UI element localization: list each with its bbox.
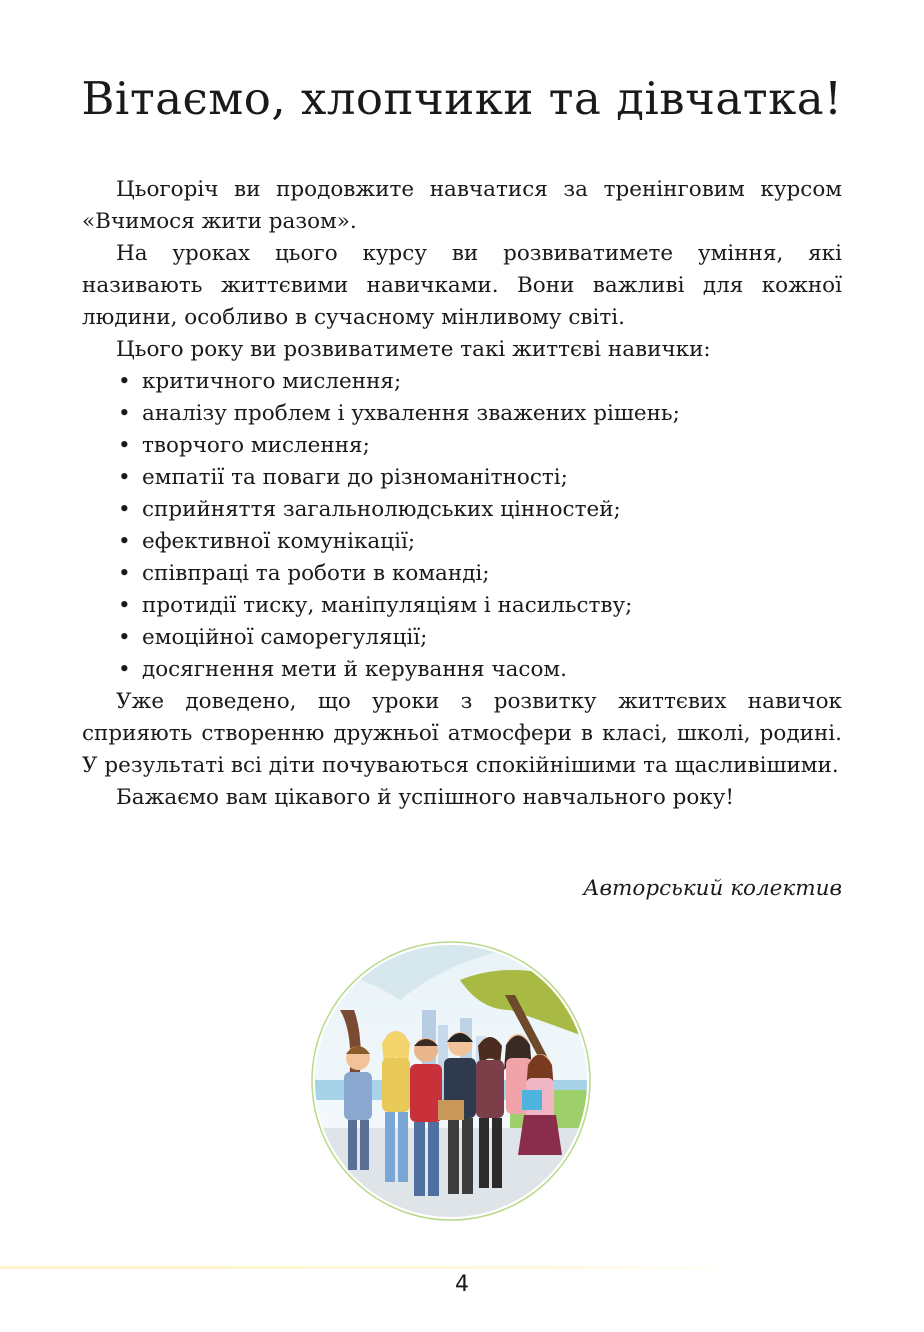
list-item: • творчого мислення; [116,430,842,462]
bullet-icon: • [118,465,131,490]
footer-divider [0,1266,760,1269]
bullet-icon: • [118,625,131,650]
list-item: • сприйняття загальнолюдських цінностей; [116,494,842,526]
list-item: • співпраці та роботи в команді; [116,558,842,590]
list-item: • досягнення мети й керування часом. [116,654,842,686]
bullet-icon: • [118,401,131,426]
outro-paragraph-1: Уже доведено, що уроки з розвитку життєвих навичок сприяють створенню дружньої атмосфери в класі, школі, родині. У результаті всі діти почуваються спокійнішими та щасливішими. [82,689,842,778]
bullet-icon: • [118,657,131,682]
list-item: • емпатії та поваги до різноманітності; [116,462,842,494]
list-item: • критичного мислення; [116,366,842,398]
list-item: • емоційної саморегуляції; [116,622,842,654]
page-title: Вітаємо, хлопчики та дівчатка! [81,72,843,125]
list-item: • аналізу проблем і ухвалення зважених рішень; [116,398,842,430]
bullet-icon: • [118,369,131,394]
intro-paragraph-3: Цього року ви розвиватимете такі життєві навички: [116,337,711,362]
page-number: 4 [455,1272,469,1297]
bullet-icon: • [118,593,131,618]
bullet-icon: • [118,433,131,458]
skills-list [82,366,842,686]
body-text [82,174,842,814]
list-item: • ефективної комунікації; [116,526,842,558]
intro-paragraph-2: На уроках цього курсу ви розвиватимете уміння, які називають життєвими навичками. Вони важливі для кожної людини, особливо в сучасному мінливому світі. [82,241,842,330]
signature: Авторський колектив [583,876,842,901]
bullet-icon: • [118,497,131,522]
intro-paragraph-1: Цьогоріч ви продовжите навчатися за тренінговим курсом «Вчимося жити разом». [82,177,842,234]
bullet-icon: • [118,529,131,554]
bullet-icon: • [118,561,131,586]
list-item: • протидії тиску, маніпуляціям і насильству; [116,590,842,622]
outro-paragraph-2: Бажаємо вам цікавого й успішного навчального року! [116,785,735,810]
students-illustration [310,940,592,1222]
